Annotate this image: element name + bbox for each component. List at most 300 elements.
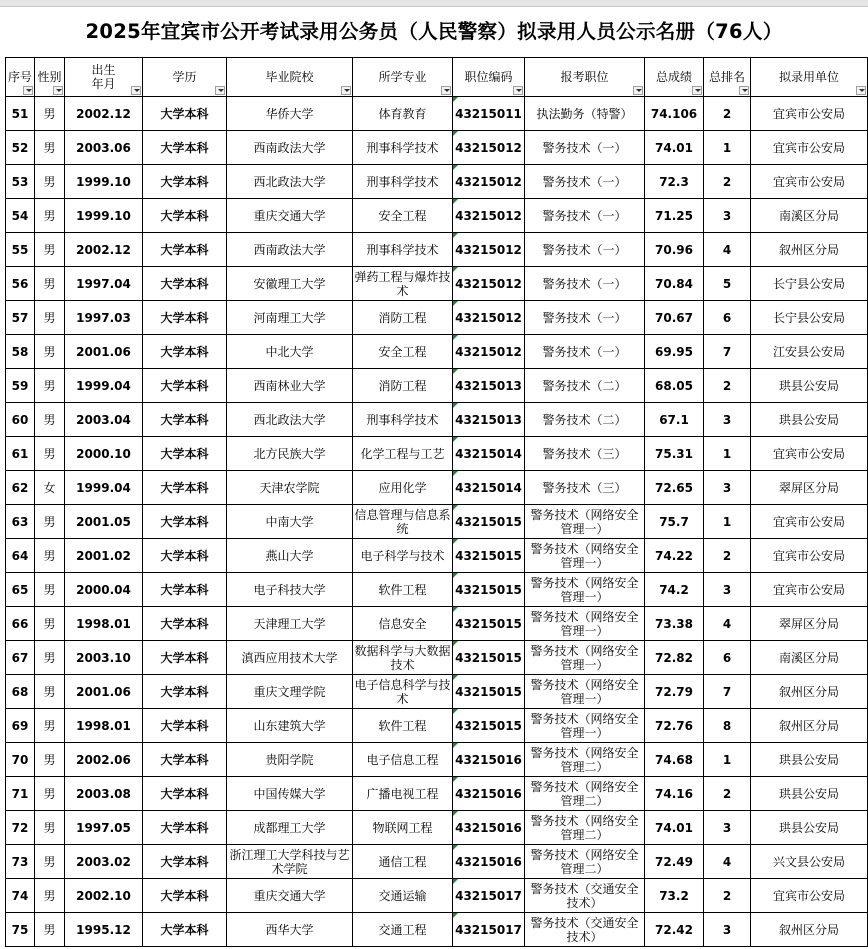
cell-index[interactable]: 55 bbox=[6, 233, 35, 267]
cell-score[interactable]: 72.42 bbox=[645, 913, 704, 947]
cell-education[interactable]: 大学本科 bbox=[143, 505, 227, 539]
filter-dropdown-icon[interactable] bbox=[53, 86, 63, 95]
table-row bbox=[6, 811, 868, 845]
cell-school[interactable]: 西南政法大学 bbox=[227, 131, 353, 165]
table-row bbox=[6, 165, 868, 199]
cell-score[interactable]: 72.49 bbox=[645, 845, 704, 879]
cell-birth[interactable]: 1999.10 bbox=[65, 199, 143, 233]
cell-position[interactable]: 警务技术（网络安全管理二） bbox=[525, 811, 645, 845]
cell-position-code[interactable]: 43215013 bbox=[453, 369, 525, 403]
col-header-rank bbox=[704, 58, 751, 97]
cell-position[interactable]: 警务技术（网络安全管理二） bbox=[525, 777, 645, 811]
table-row bbox=[6, 437, 868, 471]
cell-school[interactable]: 西南林业大学 bbox=[227, 369, 353, 403]
cell-position-code[interactable]: 43215015 bbox=[453, 539, 525, 573]
cell-gender[interactable]: 男 bbox=[35, 879, 65, 913]
cell-gender[interactable]: 男 bbox=[35, 709, 65, 743]
cell-education[interactable]: 大学本科 bbox=[143, 607, 227, 641]
cell-birth[interactable]: 1999.04 bbox=[65, 471, 143, 505]
cell-position-code[interactable]: 43215013 bbox=[453, 403, 525, 437]
cell-birth[interactable]: 1999.04 bbox=[65, 369, 143, 403]
cell-position[interactable]: 警务技术（网络安全管理一） bbox=[525, 505, 645, 539]
cell-school[interactable]: 中北大学 bbox=[227, 335, 353, 369]
cell-major[interactable]: 刑事科学技术 bbox=[353, 131, 453, 165]
cell-index[interactable]: 56 bbox=[6, 267, 35, 301]
cell-unit[interactable]: 南溪区分局 bbox=[751, 199, 868, 233]
cell-birth[interactable]: 1995.12 bbox=[65, 913, 143, 947]
cell-score[interactable]: 74.2 bbox=[645, 573, 704, 607]
cell-major[interactable]: 电子信息工程 bbox=[353, 743, 453, 777]
cell-gender[interactable]: 男 bbox=[35, 301, 65, 335]
header-label: 总成绩 bbox=[655, 70, 692, 84]
cell-index[interactable]: 65 bbox=[6, 573, 35, 607]
cell-score[interactable]: 75.7 bbox=[645, 505, 704, 539]
filter-dropdown-icon[interactable] bbox=[633, 86, 643, 95]
cell-major[interactable]: 消防工程 bbox=[353, 369, 453, 403]
cell-position[interactable]: 警务技术（一） bbox=[525, 165, 645, 199]
cell-position[interactable]: 警务技术（二） bbox=[525, 403, 645, 437]
cell-position[interactable]: 警务技术（网络安全管理二） bbox=[525, 845, 645, 879]
cell-unit[interactable]: 叙州区分局 bbox=[751, 913, 868, 947]
cell-school[interactable]: 西南政法大学 bbox=[227, 233, 353, 267]
filter-dropdown-icon[interactable] bbox=[739, 86, 749, 95]
cell-score[interactable]: 73.2 bbox=[645, 879, 704, 913]
cell-birth[interactable]: 2000.04 bbox=[65, 573, 143, 607]
cell-education[interactable]: 大学本科 bbox=[143, 913, 227, 947]
cell-score[interactable]: 74.106 bbox=[645, 97, 704, 131]
cell-major[interactable]: 刑事科学技术 bbox=[353, 233, 453, 267]
col-header-position bbox=[525, 58, 645, 97]
cell-birth[interactable]: 2003.10 bbox=[65, 641, 143, 675]
cell-major[interactable]: 刑事科学技术 bbox=[353, 403, 453, 437]
cell-rank[interactable]: 2 bbox=[704, 539, 751, 573]
cell-rank[interactable]: 4 bbox=[704, 233, 751, 267]
cell-index[interactable]: 73 bbox=[6, 845, 35, 879]
cell-major[interactable]: 广播电视工程 bbox=[353, 777, 453, 811]
cell-gender[interactable]: 男 bbox=[35, 845, 65, 879]
cell-index[interactable]: 62 bbox=[6, 471, 35, 505]
cell-rank[interactable]: 4 bbox=[704, 845, 751, 879]
cell-index[interactable]: 67 bbox=[6, 641, 35, 675]
filter-dropdown-icon[interactable] bbox=[23, 86, 33, 95]
cell-rank[interactable]: 2 bbox=[704, 369, 751, 403]
cell-gender[interactable]: 男 bbox=[35, 199, 65, 233]
cell-position[interactable]: 警务技术（网络安全管理一） bbox=[525, 539, 645, 573]
cell-unit[interactable]: 叙州区分局 bbox=[751, 709, 868, 743]
cell-position-code[interactable]: 43215015 bbox=[453, 641, 525, 675]
cell-gender[interactable]: 男 bbox=[35, 131, 65, 165]
cell-major[interactable]: 信息管理与信息系统 bbox=[353, 505, 453, 539]
cell-gender[interactable]: 男 bbox=[35, 777, 65, 811]
cell-position[interactable]: 警务技术（一） bbox=[525, 131, 645, 165]
cell-rank[interactable]: 3 bbox=[704, 199, 751, 233]
cell-unit[interactable]: 宜宾市公安局 bbox=[751, 97, 868, 131]
cell-position[interactable]: 警务技术（二） bbox=[525, 369, 645, 403]
cell-major[interactable]: 应用化学 bbox=[353, 471, 453, 505]
cell-major[interactable]: 电子科学与技术 bbox=[353, 539, 453, 573]
cell-score[interactable]: 71.25 bbox=[645, 199, 704, 233]
header-label: 学历 bbox=[172, 70, 197, 84]
filter-dropdown-icon[interactable] bbox=[692, 86, 702, 95]
cell-index[interactable]: 72 bbox=[6, 811, 35, 845]
cell-major[interactable]: 消防工程 bbox=[353, 301, 453, 335]
cell-score[interactable]: 72.76 bbox=[645, 709, 704, 743]
cell-unit[interactable]: 珙县公安局 bbox=[751, 811, 868, 845]
cell-major[interactable]: 软件工程 bbox=[353, 573, 453, 607]
cell-unit[interactable]: 翠屏区分局 bbox=[751, 471, 868, 505]
cell-position[interactable]: 警务技术（网络安全管理一） bbox=[525, 709, 645, 743]
cell-rank[interactable]: 1 bbox=[704, 437, 751, 471]
cell-birth[interactable]: 1997.04 bbox=[65, 267, 143, 301]
cell-rank[interactable]: 2 bbox=[704, 879, 751, 913]
cell-position-code[interactable]: 43215017 bbox=[453, 879, 525, 913]
cell-school[interactable]: 华侨大学 bbox=[227, 97, 353, 131]
cell-index[interactable]: 66 bbox=[6, 607, 35, 641]
cell-gender[interactable]: 男 bbox=[35, 573, 65, 607]
cell-major[interactable]: 安全工程 bbox=[353, 335, 453, 369]
cell-education[interactable]: 大学本科 bbox=[143, 403, 227, 437]
cell-unit[interactable]: 长宁县公安局 bbox=[751, 301, 868, 335]
cell-gender[interactable]: 男 bbox=[35, 539, 65, 573]
cell-education[interactable]: 大学本科 bbox=[143, 335, 227, 369]
cell-school[interactable]: 重庆文理学院 bbox=[227, 675, 353, 709]
cell-unit[interactable]: 兴文县公安局 bbox=[751, 845, 868, 879]
cell-position[interactable]: 警务技术（一） bbox=[525, 199, 645, 233]
cell-education[interactable]: 大学本科 bbox=[143, 301, 227, 335]
cell-position[interactable]: 警务技术（网络安全管理一） bbox=[525, 641, 645, 675]
cell-position-code[interactable]: 43215012 bbox=[453, 301, 525, 335]
cell-position-code[interactable]: 43215016 bbox=[453, 777, 525, 811]
cell-score[interactable]: 68.05 bbox=[645, 369, 704, 403]
cell-position-code[interactable]: 43215014 bbox=[453, 471, 525, 505]
cell-score[interactable]: 74.22 bbox=[645, 539, 704, 573]
cell-school[interactable]: 山东建筑大学 bbox=[227, 709, 353, 743]
cell-school[interactable]: 中国传媒大学 bbox=[227, 777, 353, 811]
cell-school[interactable]: 西华大学 bbox=[227, 913, 353, 947]
cell-index[interactable]: 69 bbox=[6, 709, 35, 743]
cell-unit[interactable]: 珙县公安局 bbox=[751, 743, 868, 777]
filter-dropdown-icon[interactable] bbox=[341, 86, 351, 95]
cell-position-code[interactable]: 43215014 bbox=[453, 437, 525, 471]
cell-major[interactable]: 刑事科学技术 bbox=[353, 165, 453, 199]
cell-index[interactable]: 53 bbox=[6, 165, 35, 199]
cell-position[interactable]: 警务技术（网络安全管理二） bbox=[525, 743, 645, 777]
cell-score[interactable]: 74.01 bbox=[645, 811, 704, 845]
cell-school[interactable]: 西北政法大学 bbox=[227, 403, 353, 437]
cell-position-code[interactable]: 43215016 bbox=[453, 743, 525, 777]
cell-score[interactable]: 73.38 bbox=[645, 607, 704, 641]
cell-education[interactable]: 大学本科 bbox=[143, 845, 227, 879]
cell-index[interactable]: 63 bbox=[6, 505, 35, 539]
cell-birth[interactable]: 2003.08 bbox=[65, 777, 143, 811]
cell-major[interactable]: 通信工程 bbox=[353, 845, 453, 879]
cell-position-code[interactable]: 43215012 bbox=[453, 233, 525, 267]
cell-position[interactable]: 警务技术（交通安全技术） bbox=[525, 879, 645, 913]
cell-index[interactable]: 58 bbox=[6, 335, 35, 369]
cell-index[interactable]: 51 bbox=[6, 97, 35, 131]
cell-education[interactable]: 大学本科 bbox=[143, 131, 227, 165]
cell-rank[interactable]: 1 bbox=[704, 505, 751, 539]
cell-gender[interactable]: 男 bbox=[35, 607, 65, 641]
cell-unit[interactable]: 翠屏区分局 bbox=[751, 607, 868, 641]
cell-gender[interactable]: 男 bbox=[35, 233, 65, 267]
cell-position[interactable]: 警务技术（网络安全管理一） bbox=[525, 675, 645, 709]
cell-birth[interactable]: 2001.06 bbox=[65, 335, 143, 369]
cell-position-code[interactable]: 43215015 bbox=[453, 505, 525, 539]
cell-score[interactable]: 74.68 bbox=[645, 743, 704, 777]
cell-birth[interactable]: 1997.03 bbox=[65, 301, 143, 335]
cell-position-code[interactable]: 43215015 bbox=[453, 709, 525, 743]
cell-index[interactable]: 71 bbox=[6, 777, 35, 811]
cell-birth[interactable]: 2002.12 bbox=[65, 233, 143, 267]
cell-position[interactable]: 警务技术（网络安全管理一） bbox=[525, 573, 645, 607]
cell-education[interactable]: 大学本科 bbox=[143, 641, 227, 675]
cell-school[interactable]: 北方民族大学 bbox=[227, 437, 353, 471]
cell-birth[interactable]: 1999.10 bbox=[65, 165, 143, 199]
cell-gender[interactable]: 男 bbox=[35, 97, 65, 131]
cell-major[interactable]: 化学工程与工艺 bbox=[353, 437, 453, 471]
cell-education[interactable]: 大学本科 bbox=[143, 267, 227, 301]
cell-school[interactable]: 西北政法大学 bbox=[227, 165, 353, 199]
cell-birth[interactable]: 2003.06 bbox=[65, 131, 143, 165]
cell-rank[interactable]: 1 bbox=[704, 743, 751, 777]
cell-major[interactable]: 弹药工程与爆炸技术 bbox=[353, 267, 453, 301]
cell-education[interactable]: 大学本科 bbox=[143, 675, 227, 709]
col-header-gender bbox=[35, 58, 65, 97]
cell-education[interactable]: 大学本科 bbox=[143, 539, 227, 573]
cell-gender[interactable]: 男 bbox=[35, 165, 65, 199]
cell-unit[interactable]: 珙县公安局 bbox=[751, 369, 868, 403]
cell-score[interactable]: 70.96 bbox=[645, 233, 704, 267]
cell-rank[interactable]: 2 bbox=[704, 777, 751, 811]
cell-school[interactable]: 重庆交通大学 bbox=[227, 199, 353, 233]
cell-position[interactable]: 警务技术（三） bbox=[525, 437, 645, 471]
cell-unit[interactable]: 宜宾市公安局 bbox=[751, 165, 868, 199]
cell-education[interactable]: 大学本科 bbox=[143, 233, 227, 267]
cell-rank[interactable]: 1 bbox=[704, 131, 751, 165]
cell-index[interactable]: 61 bbox=[6, 437, 35, 471]
cell-birth[interactable]: 2000.10 bbox=[65, 437, 143, 471]
cell-school[interactable]: 滇西应用技术大学 bbox=[227, 641, 353, 675]
cell-unit[interactable]: 叙州区分局 bbox=[751, 675, 868, 709]
cell-position-code[interactable]: 43215012 bbox=[453, 165, 525, 199]
cell-rank[interactable]: 3 bbox=[704, 573, 751, 607]
cell-major[interactable]: 软件工程 bbox=[353, 709, 453, 743]
cell-rank[interactable]: 6 bbox=[704, 641, 751, 675]
cell-gender[interactable]: 男 bbox=[35, 743, 65, 777]
cell-gender[interactable]: 男 bbox=[35, 335, 65, 369]
cell-gender[interactable]: 男 bbox=[35, 675, 65, 709]
cell-education[interactable]: 大学本科 bbox=[143, 165, 227, 199]
cell-position[interactable]: 警务技术（一） bbox=[525, 267, 645, 301]
cell-rank[interactable]: 3 bbox=[704, 471, 751, 505]
cell-rank[interactable]: 3 bbox=[704, 403, 751, 437]
cell-rank[interactable]: 2 bbox=[704, 165, 751, 199]
cell-position-code[interactable]: 43215011 bbox=[453, 97, 525, 131]
table-row bbox=[6, 607, 868, 641]
cell-major[interactable]: 物联网工程 bbox=[353, 811, 453, 845]
cell-rank[interactable]: 7 bbox=[704, 675, 751, 709]
cell-gender[interactable]: 男 bbox=[35, 505, 65, 539]
cell-rank[interactable]: 6 bbox=[704, 301, 751, 335]
cell-gender[interactable]: 男 bbox=[35, 641, 65, 675]
cell-position[interactable]: 警务技术（一） bbox=[525, 335, 645, 369]
cell-rank[interactable]: 2 bbox=[704, 97, 751, 131]
cell-position-code[interactable]: 43215016 bbox=[453, 845, 525, 879]
cell-score[interactable]: 67.1 bbox=[645, 403, 704, 437]
cell-unit[interactable]: 宜宾市公安局 bbox=[751, 879, 868, 913]
cell-unit[interactable]: 宜宾市公安局 bbox=[751, 539, 868, 573]
cell-education[interactable]: 大学本科 bbox=[143, 471, 227, 505]
cell-position[interactable]: 执法勤务（特警） bbox=[525, 97, 645, 131]
cell-unit[interactable]: 宜宾市公安局 bbox=[751, 131, 868, 165]
cell-birth[interactable]: 2002.06 bbox=[65, 743, 143, 777]
cell-major[interactable]: 安全工程 bbox=[353, 199, 453, 233]
cell-position-code[interactable]: 43215012 bbox=[453, 199, 525, 233]
cell-major[interactable]: 交通运输 bbox=[353, 879, 453, 913]
cell-unit[interactable]: 叙州区分局 bbox=[751, 233, 868, 267]
cell-rank[interactable]: 8 bbox=[704, 709, 751, 743]
cell-index[interactable]: 52 bbox=[6, 131, 35, 165]
cell-position-code[interactable]: 43215015 bbox=[453, 607, 525, 641]
filter-dropdown-icon[interactable] bbox=[513, 86, 523, 95]
table-row bbox=[6, 709, 868, 743]
cell-position[interactable]: 警务技术（三） bbox=[525, 471, 645, 505]
cell-position-code[interactable]: 43215015 bbox=[453, 573, 525, 607]
cell-unit[interactable]: 南溪区分局 bbox=[751, 641, 868, 675]
cell-education[interactable]: 大学本科 bbox=[143, 743, 227, 777]
cell-score[interactable]: 72.79 bbox=[645, 675, 704, 709]
table-row bbox=[6, 845, 868, 879]
cell-birth[interactable]: 2003.02 bbox=[65, 845, 143, 879]
cell-position[interactable]: 警务技术（一） bbox=[525, 233, 645, 267]
cell-unit[interactable]: 珙县公安局 bbox=[751, 403, 868, 437]
cell-education[interactable]: 大学本科 bbox=[143, 199, 227, 233]
cell-unit[interactable]: 珙县公安局 bbox=[751, 777, 868, 811]
cell-score[interactable]: 72.82 bbox=[645, 641, 704, 675]
cell-school[interactable]: 浙江理工大学科技与艺术学院 bbox=[227, 845, 353, 879]
cell-birth[interactable]: 1997.05 bbox=[65, 811, 143, 845]
cell-score[interactable]: 74.01 bbox=[645, 131, 704, 165]
cell-education[interactable]: 大学本科 bbox=[143, 777, 227, 811]
cell-position-code[interactable]: 43215017 bbox=[453, 913, 525, 947]
cell-unit[interactable]: 宜宾市公安局 bbox=[751, 573, 868, 607]
cell-index[interactable]: 74 bbox=[6, 879, 35, 913]
cell-school[interactable]: 成都理工大学 bbox=[227, 811, 353, 845]
table-row bbox=[6, 97, 868, 131]
cell-school[interactable]: 河南理工大学 bbox=[227, 301, 353, 335]
cell-school[interactable]: 燕山大学 bbox=[227, 539, 353, 573]
cell-index[interactable]: 54 bbox=[6, 199, 35, 233]
cell-gender[interactable]: 男 bbox=[35, 403, 65, 437]
cell-index[interactable]: 64 bbox=[6, 539, 35, 573]
filter-dropdown-icon[interactable] bbox=[441, 86, 451, 95]
cell-education[interactable]: 大学本科 bbox=[143, 437, 227, 471]
cell-index[interactable]: 75 bbox=[6, 913, 35, 947]
table-row bbox=[6, 301, 868, 335]
cell-gender[interactable]: 男 bbox=[35, 913, 65, 947]
cell-education[interactable]: 大学本科 bbox=[143, 709, 227, 743]
cell-score[interactable]: 74.16 bbox=[645, 777, 704, 811]
cell-birth[interactable]: 1998.01 bbox=[65, 709, 143, 743]
cell-school[interactable]: 重庆交通大学 bbox=[227, 879, 353, 913]
cell-school[interactable]: 中南大学 bbox=[227, 505, 353, 539]
cell-position-code[interactable]: 43215015 bbox=[453, 675, 525, 709]
cell-unit[interactable]: 宜宾市公安局 bbox=[751, 437, 868, 471]
cell-score[interactable]: 72.65 bbox=[645, 471, 704, 505]
cell-birth[interactable]: 2001.05 bbox=[65, 505, 143, 539]
cell-school[interactable]: 电子科技大学 bbox=[227, 573, 353, 607]
cell-gender[interactable]: 男 bbox=[35, 369, 65, 403]
cell-birth[interactable]: 2001.06 bbox=[65, 675, 143, 709]
cell-rank[interactable]: 5 bbox=[704, 267, 751, 301]
cell-gender[interactable]: 男 bbox=[35, 811, 65, 845]
cell-rank[interactable]: 7 bbox=[704, 335, 751, 369]
filter-dropdown-icon[interactable] bbox=[856, 86, 866, 95]
cell-birth[interactable]: 1998.01 bbox=[65, 607, 143, 641]
cell-major[interactable]: 体育教育 bbox=[353, 97, 453, 131]
cell-position-code[interactable]: 43215012 bbox=[453, 131, 525, 165]
cell-gender[interactable]: 女 bbox=[35, 471, 65, 505]
cell-index[interactable]: 57 bbox=[6, 301, 35, 335]
cell-rank[interactable]: 4 bbox=[704, 607, 751, 641]
cell-index[interactable]: 70 bbox=[6, 743, 35, 777]
cell-birth[interactable]: 2003.04 bbox=[65, 403, 143, 437]
cell-index[interactable]: 68 bbox=[6, 675, 35, 709]
cell-school[interactable]: 安徽理工大学 bbox=[227, 267, 353, 301]
cell-score[interactable]: 70.84 bbox=[645, 267, 704, 301]
cell-birth[interactable]: 2002.10 bbox=[65, 879, 143, 913]
cell-score[interactable]: 69.95 bbox=[645, 335, 704, 369]
cell-score[interactable]: 75.31 bbox=[645, 437, 704, 471]
cell-education[interactable]: 大学本科 bbox=[143, 573, 227, 607]
cell-position[interactable]: 警务技术（网络安全管理一） bbox=[525, 607, 645, 641]
cell-school[interactable]: 贵阳学院 bbox=[227, 743, 353, 777]
cell-position[interactable]: 警务技术（交通安全技术） bbox=[525, 913, 645, 947]
cell-unit[interactable]: 宜宾市公安局 bbox=[751, 505, 868, 539]
cell-gender[interactable]: 男 bbox=[35, 267, 65, 301]
cell-major[interactable]: 电子信息科学与技术 bbox=[353, 675, 453, 709]
cell-unit[interactable]: 长宁县公安局 bbox=[751, 267, 868, 301]
cell-position[interactable]: 警务技术（一） bbox=[525, 301, 645, 335]
cell-birth[interactable]: 2001.02 bbox=[65, 539, 143, 573]
cell-birth[interactable]: 2002.12 bbox=[65, 97, 143, 131]
cell-position-code[interactable]: 43215012 bbox=[453, 335, 525, 369]
cell-position-code[interactable]: 43215012 bbox=[453, 267, 525, 301]
cell-education[interactable]: 大学本科 bbox=[143, 811, 227, 845]
cell-gender[interactable]: 男 bbox=[35, 437, 65, 471]
cell-major[interactable]: 交通工程 bbox=[353, 913, 453, 947]
filter-dropdown-icon[interactable] bbox=[131, 86, 141, 95]
cell-school[interactable]: 天津农学院 bbox=[227, 471, 353, 505]
cell-education[interactable]: 大学本科 bbox=[143, 369, 227, 403]
cell-score[interactable]: 70.67 bbox=[645, 301, 704, 335]
cell-major[interactable]: 信息安全 bbox=[353, 607, 453, 641]
cell-position-code[interactable]: 43215016 bbox=[453, 811, 525, 845]
cell-unit[interactable]: 江安县公安局 bbox=[751, 335, 868, 369]
filter-dropdown-icon[interactable] bbox=[215, 86, 225, 95]
cell-index[interactable]: 59 bbox=[6, 369, 35, 403]
cell-school[interactable]: 天津理工大学 bbox=[227, 607, 353, 641]
cell-education[interactable]: 大学本科 bbox=[143, 97, 227, 131]
cell-major[interactable]: 数据科学与大数据技术 bbox=[353, 641, 453, 675]
cell-education[interactable]: 大学本科 bbox=[143, 879, 227, 913]
col-header-index bbox=[6, 58, 35, 97]
cell-rank[interactable]: 3 bbox=[704, 811, 751, 845]
cell-score[interactable]: 72.3 bbox=[645, 165, 704, 199]
cell-index[interactable]: 60 bbox=[6, 403, 35, 437]
cell-rank[interactable]: 3 bbox=[704, 913, 751, 947]
